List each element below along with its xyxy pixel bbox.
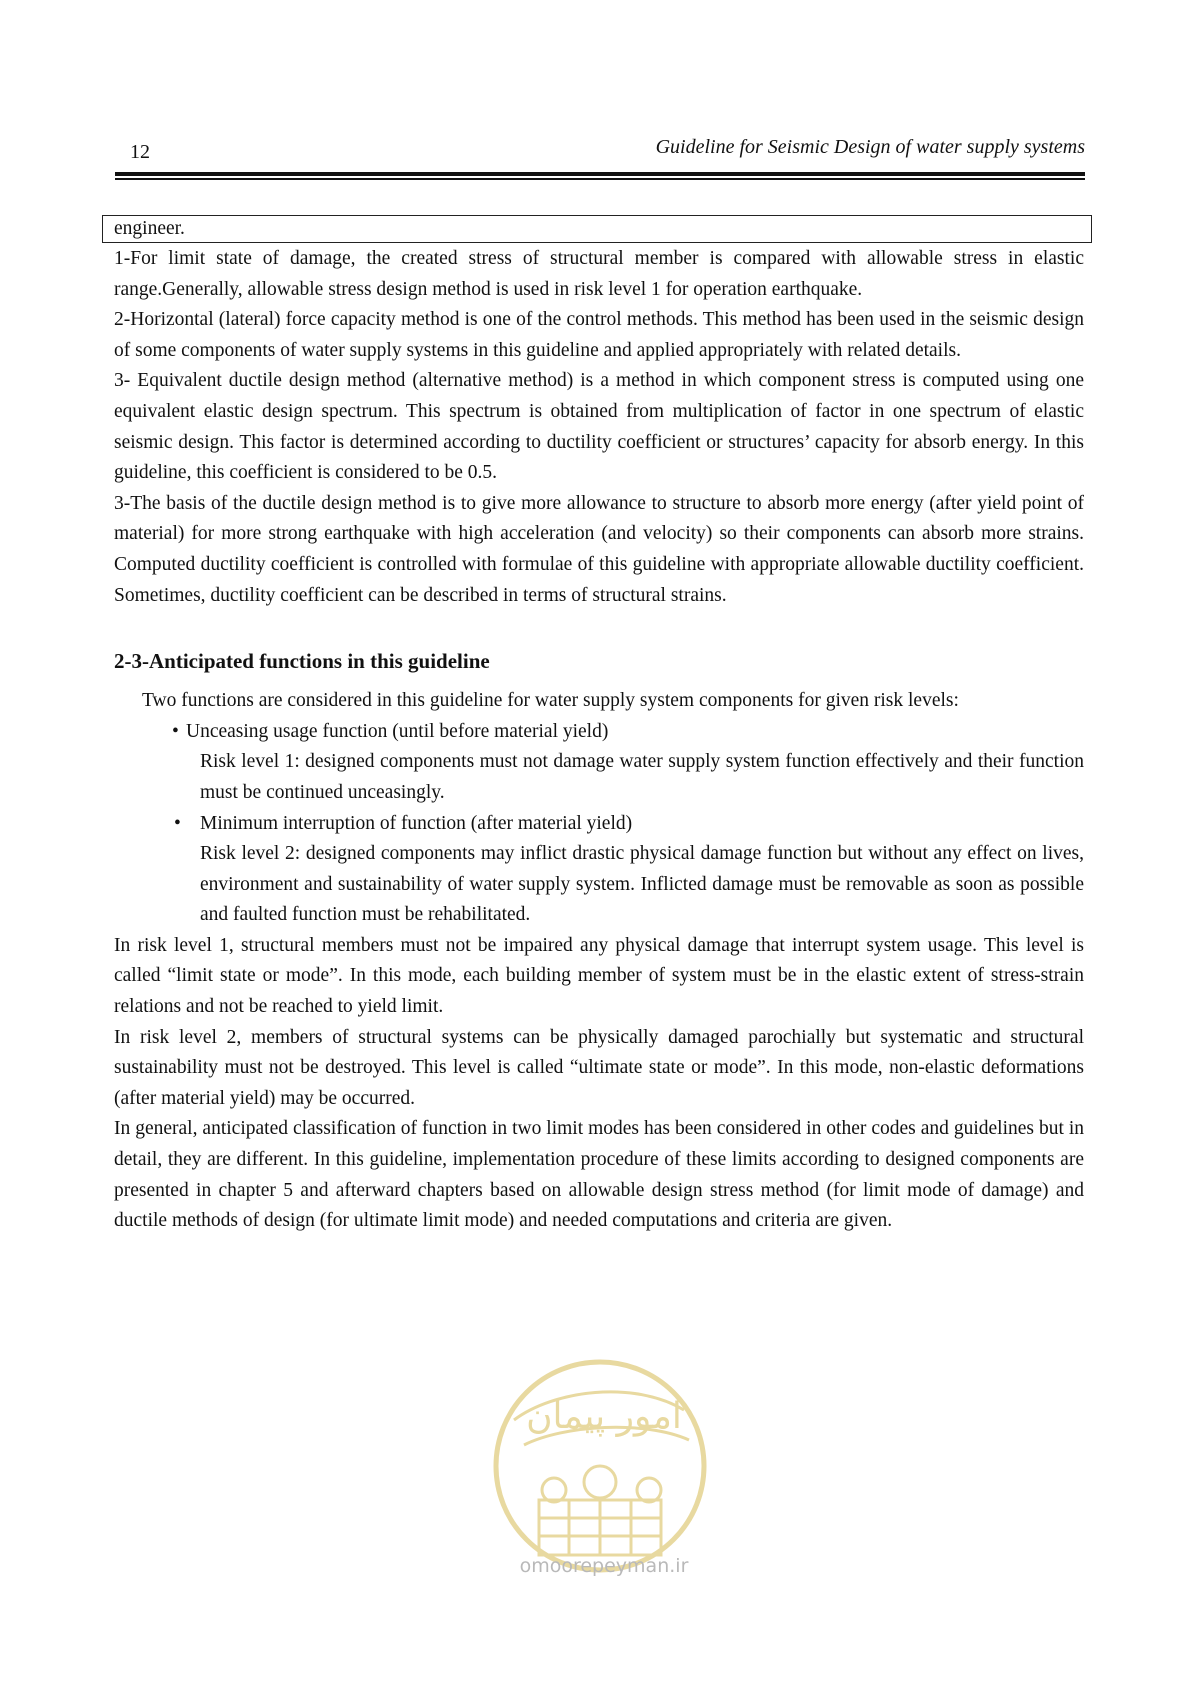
page-content [114,244,1084,1237]
paragraph: 2-Horizontal (lateral) force capacity method is one of the control methods. This method has been used in the seismic design of some components of water supply systems in this guideline and applied appropriately with related details. [114,309,1084,361]
bullet-icon: • [172,720,179,742]
bullet-label: Minimum interruption of function (after material yield) [200,812,633,834]
paragraph: 1-For limit state of damage, the created stress of structural member is compared with allowable stress in elastic range.Generally, allowable stress design method is used in risk level 1 for operation earthquake. [114,248,1084,300]
section-heading: 2-3-Anticipated functions in this guideline [114,649,490,674]
bullet-description: Risk level 1: designed components must not damage water supply system function effectively and their function must be continued unceasingly. [200,751,1084,803]
function-list [114,717,1084,931]
header-rule-thin [115,178,1085,180]
watermark-site: omoorepeyman.ir [519,1555,689,1577]
paragraph: 3-The basis of the ductile design method is to give more allowance to structure to absorb more energy (after yield point of material) for more strong earthquake with high acceleration (and velocity) so their components can absorb more strains. Computed ductility coefficient is controlled with formulae of this guideline with appropriate allowable ductility coefficient. Sometimes, ductility coefficient can be described in terms of structural strains. [114,492,1084,606]
list-item [114,717,1084,809]
paragraph: In risk level 1, structural members must not be impaired any physical damage that interrupt system usage. This level is called “limit state or mode”. In this mode, each building member of system must be in the elastic extent of stress-strain relations and not be reached to yield limit. [114,934,1084,1018]
bullet-description: Risk level 2: designed components may inflict drastic physical damage function but without any effect on lives, environment and sustainability of water supply system. Inflicted damage must be removable as soon as possible and faulted function must be rehabilitated. [200,843,1084,926]
page-number: 12 [130,141,150,163]
svg-text:امور پیمان: امور پیمان [526,1396,682,1437]
header-rule-thick [115,172,1085,176]
paragraph: 3- Equivalent ductile design method (alternative method) is a method in which component stress is computed using one equivalent elastic design spectrum. This spectrum is obtained from multiplication of factor in one spectrum of elastic seismic design. This factor is determined according to ductility coefficient or structures’ capacity for absorb energy. In this guideline, this coefficient is considered to be 0.5. [114,370,1084,484]
bullet-label: Unceasing usage function (until before material yield) [186,720,609,742]
paragraph: In general, anticipated classification of function in two limit modes has been considered in other codes and guidelines but in detail, they are different. In this guideline, implementation procedure of these limits according to designed components are presented in chapter 5 and afterward chapters based on allowable design stress method (for limit mode of damage) and ductile methods of design (for ultimate limit mode) and needed computations and criteria are given. [114,1118,1084,1232]
boxed-continuation-line: engineer. [102,215,1092,243]
paragraph: In risk level 2, members of structural systems can be physically damaged parochially but systematic and structural sustainability must not be destroyed. This level is called “ultimate state or mode”. In this mode, non-elastic deformations (after material yield) may be occurred. [114,1026,1084,1109]
watermark-logo-icon [484,1350,716,1582]
running-title: Guideline for Seismic Design of water supply systems [655,136,1085,158]
bullet-icon: • [174,812,181,834]
section-intro: Two functions are considered in this guideline for water supply system components for given risk levels: [142,690,959,712]
list-item [114,809,1084,931]
